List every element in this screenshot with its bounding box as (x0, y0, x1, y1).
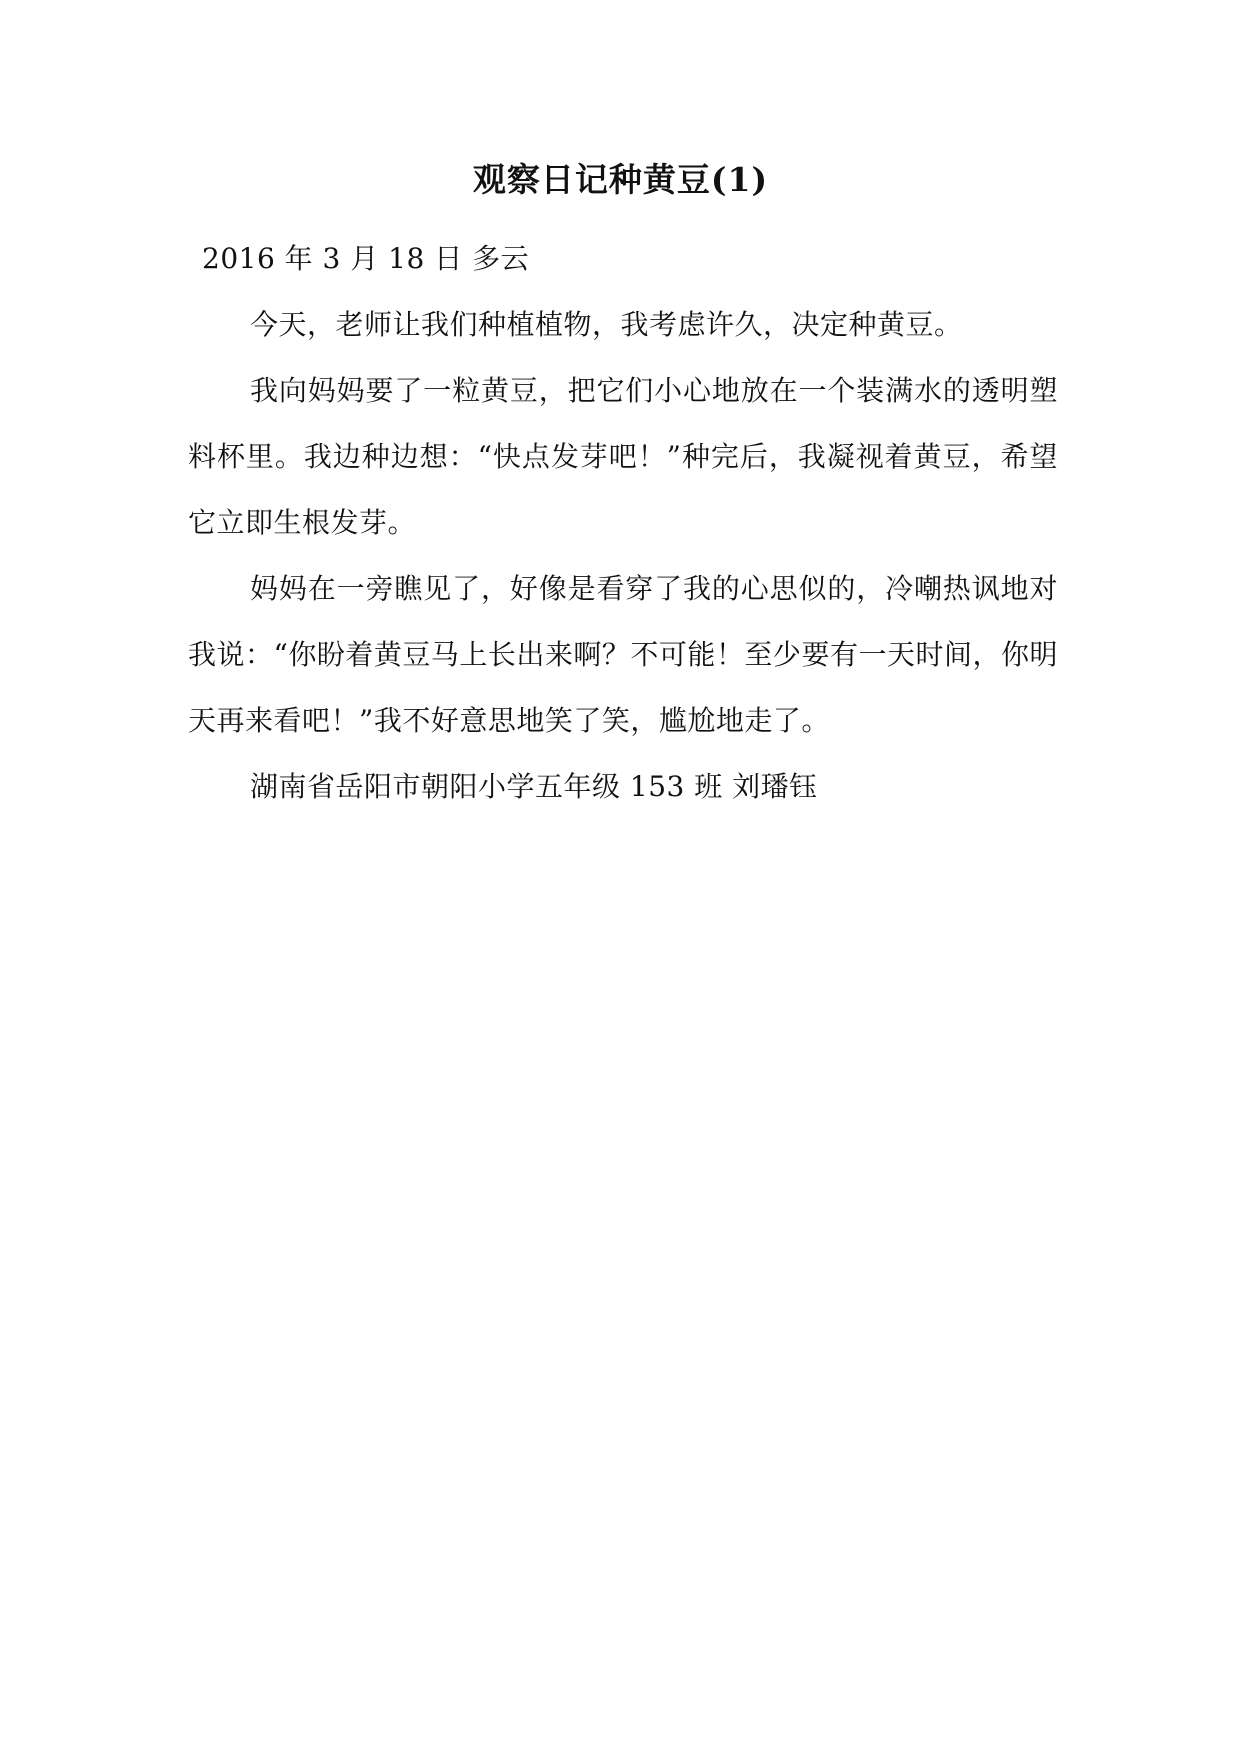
paragraph-1: 今天，老师让我们种植植物，我考虑许久，决定种黄豆。 (250, 308, 963, 341)
paragraph-2: 我向妈妈要了一粒黄豆，把它们小心地放在一个装满水的透明塑料杯里。我边种边想：“快点发芽吧！”种完后，我凝视着黄豆，希望它立即生根发芽。 (188, 374, 1058, 539)
author-signature: 湖南省岳阳市朝阳小学五年级 153 班 刘璠钰 (250, 770, 818, 803)
paragraph-3: 妈妈在一旁瞧见了，好像是看穿了我的心思似的，冷嘲热讽地对我说：“你盼着黄豆马上长出来啊？不可能！至少要有一天时间，你明天再来看吧！”我不好意思地笑了笑，尴尬地走了。 (188, 572, 1058, 737)
date-weather-line: 2016 年 3 月 18 日 多云 (202, 242, 530, 275)
document-body (188, 226, 1058, 820)
document-title: 观察日记种黄豆(1) (472, 160, 769, 199)
